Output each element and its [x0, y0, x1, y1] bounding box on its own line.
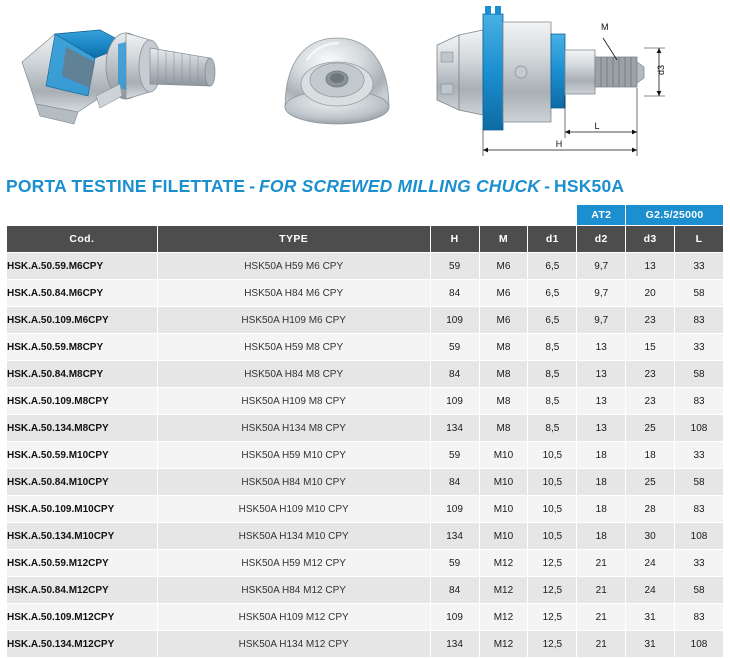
cell-type: HSK50A H109 M8 CPY — [157, 388, 430, 415]
cell-d3: 24 — [626, 550, 675, 577]
cell-d1: 10,5 — [528, 496, 577, 523]
cell-cod: HSK.A.50.109.M8CPY — [7, 388, 158, 415]
cell-m: M6 — [479, 307, 528, 334]
table-row[interactable] — [7, 496, 724, 523]
cell-d2: 21 — [577, 631, 626, 658]
dim-label-H: H — [555, 139, 563, 149]
group-header-at2: AT2 — [577, 205, 626, 226]
cell-d2: 18 — [577, 496, 626, 523]
cell-d2: 13 — [577, 388, 626, 415]
cell-d2: 21 — [577, 604, 626, 631]
cell-l: 33 — [675, 253, 724, 280]
column-header-type: TYPE — [157, 226, 430, 253]
cell-m: M10 — [479, 523, 528, 550]
cell-type: HSK50A H84 M6 CPY — [157, 280, 430, 307]
cell-h: 59 — [430, 442, 479, 469]
cell-d3: 23 — [626, 388, 675, 415]
cell-cod: HSK.A.50.59.M6CPY — [7, 253, 158, 280]
cell-l: 33 — [675, 334, 724, 361]
cell-d2: 13 — [577, 415, 626, 442]
column-header-row — [7, 226, 724, 253]
table-row[interactable] — [7, 253, 724, 280]
cell-d1: 8,5 — [528, 334, 577, 361]
cell-h: 59 — [430, 334, 479, 361]
cell-type: HSK50A H134 M12 CPY — [157, 631, 430, 658]
cell-m: M10 — [479, 469, 528, 496]
group-header-row — [7, 205, 724, 226]
title-separator-1: - — [249, 175, 256, 196]
cell-m: M8 — [479, 361, 528, 388]
cell-cod: HSK.A.50.134.M8CPY — [7, 415, 158, 442]
cell-h: 134 — [430, 631, 479, 658]
cell-d1: 10,5 — [528, 442, 577, 469]
cell-d2: 18 — [577, 523, 626, 550]
title-model: HSK50A — [553, 175, 625, 196]
cell-cod: HSK.A.50.134.M10CPY — [7, 523, 158, 550]
cell-d3: 13 — [626, 253, 675, 280]
cell-d2: 18 — [577, 442, 626, 469]
cell-d1: 10,5 — [528, 469, 577, 496]
cell-d1: 12,5 — [528, 631, 577, 658]
table-row[interactable] — [7, 604, 724, 631]
column-header-h: H — [430, 226, 479, 253]
table-row[interactable] — [7, 415, 724, 442]
cell-cod: HSK.A.50.109.M10CPY — [7, 496, 158, 523]
group-header-balancing: G2.5/25000 — [626, 205, 724, 226]
cell-h: 84 — [430, 361, 479, 388]
title-separator-2: - — [544, 175, 550, 196]
cell-l: 58 — [675, 577, 724, 604]
cell-h: 84 — [430, 469, 479, 496]
table-row[interactable] — [7, 631, 724, 658]
table-row[interactable] — [7, 550, 724, 577]
cell-cod: HSK.A.50.59.M12CPY — [7, 550, 158, 577]
cell-d2: 18 — [577, 469, 626, 496]
cell-d1: 10,5 — [528, 523, 577, 550]
cell-d3: 24 — [626, 577, 675, 604]
cell-l: 33 — [675, 550, 724, 577]
title-main: PORTA TESTINE FILETTATE — [6, 175, 246, 196]
specs-table-wrapper — [6, 204, 724, 658]
cell-l: 58 — [675, 361, 724, 388]
cell-m: M12 — [479, 631, 528, 658]
cell-type: HSK50A H59 M10 CPY — [157, 442, 430, 469]
cell-cod: HSK.A.50.59.M8CPY — [7, 334, 158, 361]
cell-type: HSK50A H84 M10 CPY — [157, 469, 430, 496]
cell-l: 58 — [675, 280, 724, 307]
cell-d3: 31 — [626, 604, 675, 631]
cell-d3: 23 — [626, 361, 675, 388]
cell-cod: HSK.A.50.84.M12CPY — [7, 577, 158, 604]
table-row[interactable] — [7, 361, 724, 388]
cell-type: HSK50A H59 M8 CPY — [157, 334, 430, 361]
cell-m: M8 — [479, 388, 528, 415]
cell-cod: HSK.A.50.109.M12CPY — [7, 604, 158, 631]
cell-d3: 15 — [626, 334, 675, 361]
cell-type: HSK50A H59 M12 CPY — [157, 550, 430, 577]
table-row[interactable] — [7, 307, 724, 334]
column-header-d1: d1 — [528, 226, 577, 253]
cell-l: 83 — [675, 307, 724, 334]
title-italic: FOR SCREWED MILLING CHUCK — [259, 175, 541, 196]
cell-d2: 9,7 — [577, 280, 626, 307]
cell-type: HSK50A H84 M8 CPY — [157, 361, 430, 388]
cell-h: 109 — [430, 307, 479, 334]
column-header-cod: Cod. — [7, 226, 158, 253]
cell-type: HSK50A H109 M12 CPY — [157, 604, 430, 631]
cell-h: 84 — [430, 577, 479, 604]
cell-h: 109 — [430, 496, 479, 523]
cell-cod: HSK.A.50.84.M10CPY — [7, 469, 158, 496]
specs-table — [6, 204, 724, 658]
cell-h: 134 — [430, 523, 479, 550]
cell-d3: 23 — [626, 307, 675, 334]
cell-d2: 21 — [577, 577, 626, 604]
table-row[interactable] — [7, 469, 724, 496]
cell-d1: 12,5 — [528, 604, 577, 631]
cell-m: M8 — [479, 334, 528, 361]
cell-h: 109 — [430, 388, 479, 415]
figure-isometric-cutaway — [0, 0, 250, 165]
figure-front-face — [255, 0, 420, 165]
cell-d1: 8,5 — [528, 388, 577, 415]
cell-type: HSK50A H134 M8 CPY — [157, 415, 430, 442]
figures-area — [0, 0, 730, 165]
cell-m: M12 — [479, 550, 528, 577]
column-header-l: L — [675, 226, 724, 253]
cell-m: M12 — [479, 604, 528, 631]
table-body — [7, 253, 724, 658]
cell-d1: 6,5 — [528, 280, 577, 307]
cell-d1: 12,5 — [528, 550, 577, 577]
cell-cod: HSK.A.50.59.M10CPY — [7, 442, 158, 469]
cell-d2: 9,7 — [577, 253, 626, 280]
cell-d2: 21 — [577, 550, 626, 577]
column-header-m: M — [479, 226, 528, 253]
cell-l: 108 — [675, 415, 724, 442]
cell-l: 108 — [675, 523, 724, 550]
table-row[interactable] — [7, 388, 724, 415]
cell-m: M10 — [479, 496, 528, 523]
cell-m: M8 — [479, 415, 528, 442]
table-row[interactable] — [7, 577, 724, 604]
table-row[interactable] — [7, 334, 724, 361]
cell-d1: 8,5 — [528, 361, 577, 388]
cell-h: 109 — [430, 604, 479, 631]
cell-type: HSK50A H134 M10 CPY — [157, 523, 430, 550]
cell-type: HSK50A H109 M10 CPY — [157, 496, 430, 523]
cell-d1: 12,5 — [528, 577, 577, 604]
cell-cod: HSK.A.50.84.M6CPY — [7, 280, 158, 307]
cell-m: M6 — [479, 280, 528, 307]
cell-h: 59 — [430, 550, 479, 577]
cell-cod: HSK.A.50.84.M8CPY — [7, 361, 158, 388]
group-header-blank — [7, 205, 577, 226]
cell-cod: HSK.A.50.134.M12CPY — [7, 631, 158, 658]
cell-m: M10 — [479, 442, 528, 469]
cell-l: 33 — [675, 442, 724, 469]
cell-d3: 25 — [626, 469, 675, 496]
cell-d1: 6,5 — [528, 307, 577, 334]
dim-label-d3: d3 — [656, 64, 666, 75]
cell-d2: 13 — [577, 361, 626, 388]
cell-d3: 25 — [626, 415, 675, 442]
dim-label-L: L — [594, 121, 600, 131]
figure-technical-drawing — [425, 0, 730, 165]
cell-type: HSK50A H59 M6 CPY — [157, 253, 430, 280]
cell-h: 59 — [430, 253, 479, 280]
cell-d3: 31 — [626, 631, 675, 658]
cell-type: HSK50A H109 M6 CPY — [157, 307, 430, 334]
cell-l: 58 — [675, 469, 724, 496]
cell-m: M6 — [479, 253, 528, 280]
cell-d3: 18 — [626, 442, 675, 469]
cell-d1: 8,5 — [528, 415, 577, 442]
cell-h: 84 — [430, 280, 479, 307]
section-title — [6, 170, 724, 202]
cell-h: 134 — [430, 415, 479, 442]
cell-l: 83 — [675, 388, 724, 415]
cell-m: M12 — [479, 577, 528, 604]
cell-l: 108 — [675, 631, 724, 658]
column-header-d2: d2 — [577, 226, 626, 253]
cell-d3: 28 — [626, 496, 675, 523]
cell-d3: 20 — [626, 280, 675, 307]
table-row[interactable] — [7, 442, 724, 469]
cell-type: HSK50A H84 M12 CPY — [157, 577, 430, 604]
dim-label-M: M — [601, 22, 609, 32]
cell-l: 83 — [675, 496, 724, 523]
table-row[interactable] — [7, 523, 724, 550]
cell-l: 83 — [675, 604, 724, 631]
cell-d2: 13 — [577, 334, 626, 361]
cell-d1: 6,5 — [528, 253, 577, 280]
cell-cod: HSK.A.50.109.M6CPY — [7, 307, 158, 334]
column-header-d3: d3 — [626, 226, 675, 253]
cell-d2: 9,7 — [577, 307, 626, 334]
table-row[interactable] — [7, 280, 724, 307]
table-head — [7, 205, 724, 253]
cell-d3: 30 — [626, 523, 675, 550]
